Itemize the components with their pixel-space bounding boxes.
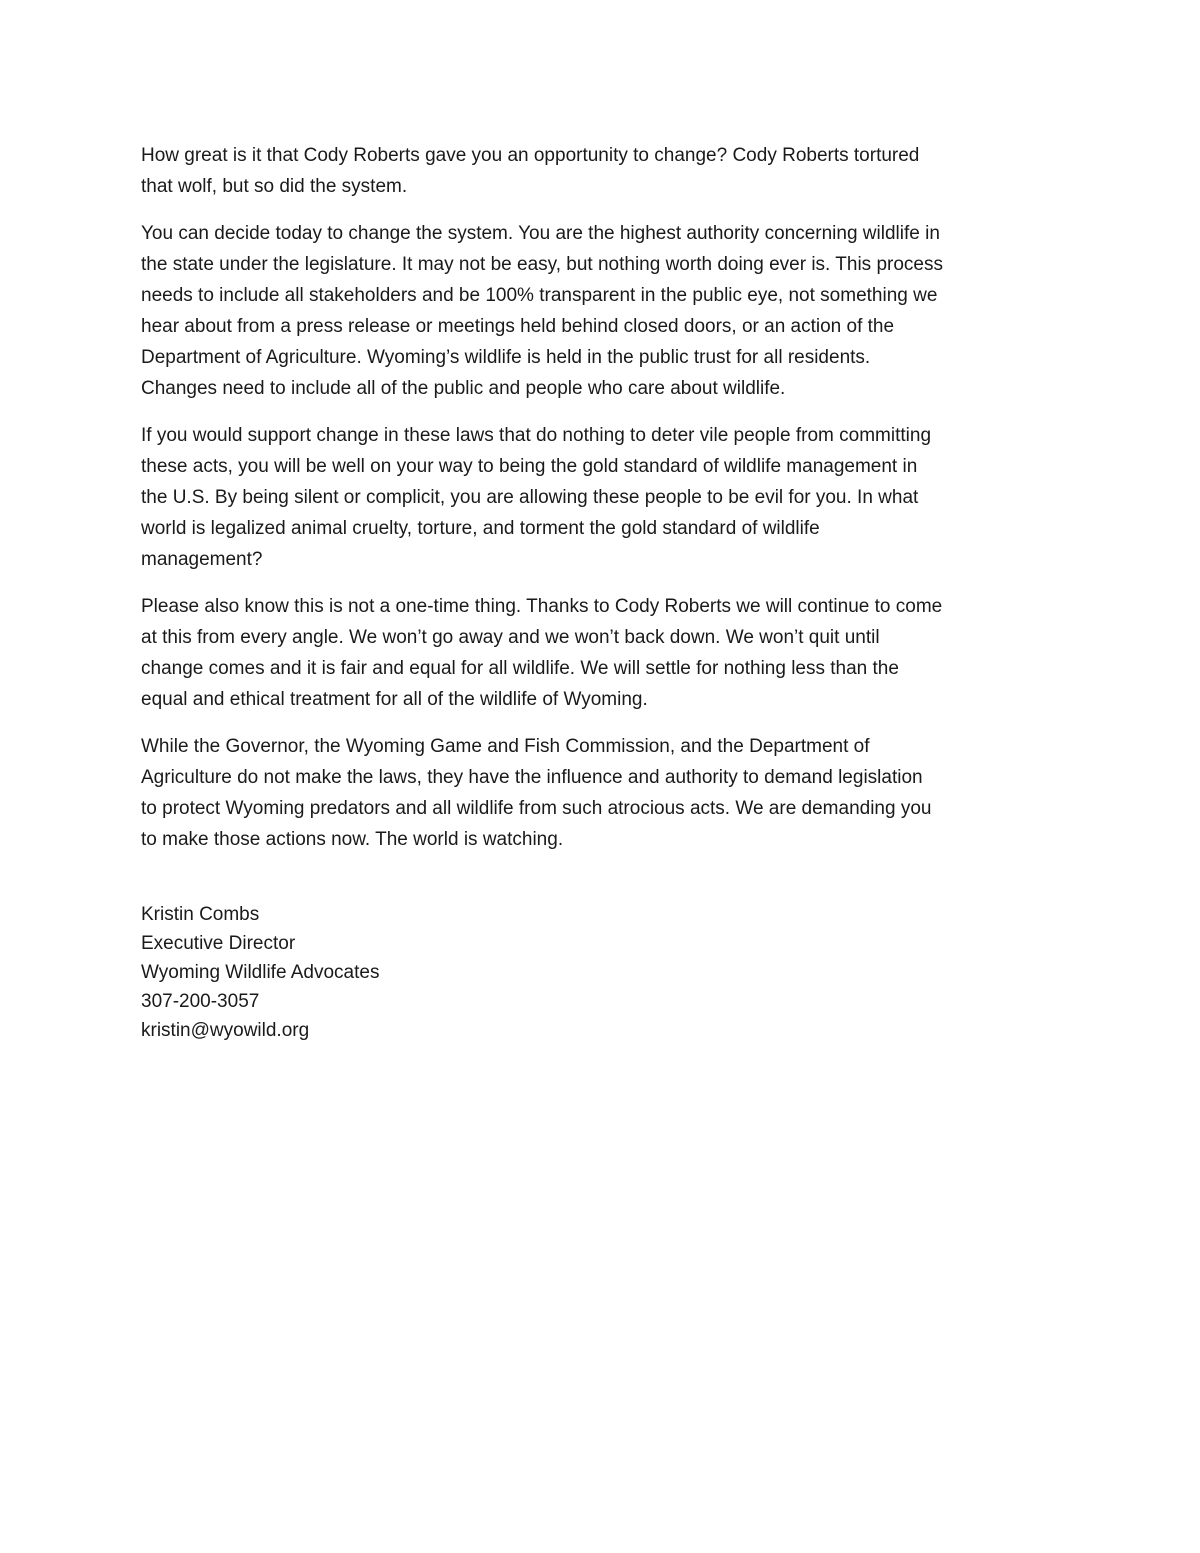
signer-name: Kristin Combs	[141, 904, 260, 925]
text-line: these acts, you will be well on your way to being the gold standard of wildlife management in	[141, 456, 918, 477]
text-line: the state under the legislature. It may not be easy, but nothing worth doing ever is. This process	[141, 254, 943, 275]
text-line: change comes and it is fair and equal for all wildlife. We will settle for nothing less than the	[141, 658, 899, 679]
text-line: equal and ethical treatment for all of the wildlife of Wyoming.	[141, 689, 648, 710]
text-line: Please also know this is not a one-time thing. Thanks to Cody Roberts we will continue to come	[141, 596, 943, 617]
text-line: Changes need to include all of the public and people who care about wildlife.	[141, 378, 786, 399]
paragraph	[141, 591, 1141, 715]
paragraph	[141, 420, 1141, 575]
text-line: Department of Agriculture. Wyoming’s wildlife is held in the public trust for all residents.	[141, 347, 871, 368]
text-line: at this from every angle. We won’t go away and we won’t back down. We won’t quit until	[141, 627, 880, 648]
text-line: world is legalized animal cruelty, torture, and torment the gold standard of wildlife	[141, 518, 820, 539]
letter-body	[141, 140, 1141, 1045]
signature-block	[141, 900, 1141, 1045]
paragraph	[141, 140, 1141, 202]
signer-title: Executive Director	[141, 933, 296, 954]
text-line: If you would support change in these laws that do nothing to deter vile people from committing	[141, 425, 932, 446]
text-line: that wolf, but so did the system.	[141, 176, 408, 197]
text-line: management?	[141, 549, 263, 570]
text-line: to protect Wyoming predators and all wildlife from such atrocious acts. We are demanding you	[141, 798, 932, 819]
paragraph	[141, 731, 1141, 855]
paragraph	[141, 218, 1141, 404]
text-line: needs to include all stakeholders and be 100% transparent in the public eye, not something we	[141, 285, 938, 306]
text-line: You can decide today to change the system. You are the highest authority concerning wildlife in	[141, 223, 940, 244]
text-line: the U.S. By being silent or complicit, you are allowing these people to be evil for you. In what	[141, 487, 919, 508]
text-line: How great is it that Cody Roberts gave you an opportunity to change? Cody Roberts tortured	[141, 145, 920, 166]
signer-organization: Wyoming Wildlife Advocates	[141, 962, 380, 983]
text-line: hear about from a press release or meetings held behind closed doors, or an action of the	[141, 316, 895, 337]
text-line: Agriculture do not make the laws, they have the influence and authority to demand legislation	[141, 767, 923, 788]
signer-email: kristin@wyowild.org	[141, 1020, 310, 1041]
text-line: While the Governor, the Wyoming Game and Fish Commission, and the Department of	[141, 736, 870, 757]
signer-phone: 307-200-3057	[141, 991, 260, 1012]
text-line: to make those actions now. The world is watching.	[141, 829, 564, 850]
